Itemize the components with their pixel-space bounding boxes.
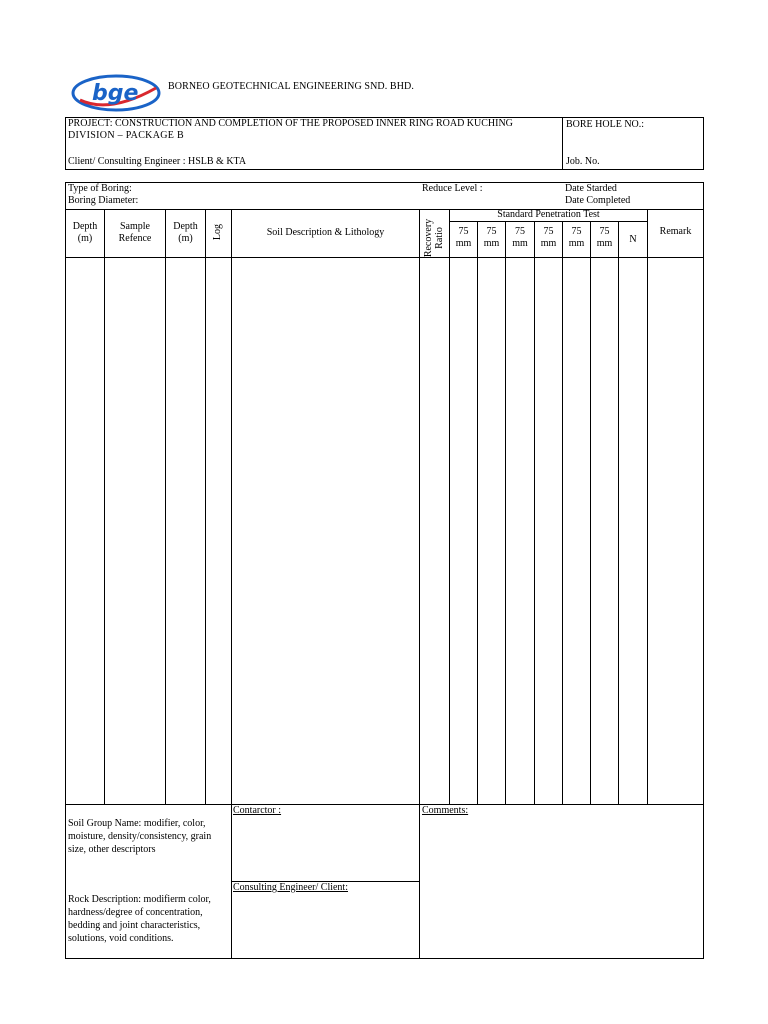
spt-col-header: 75 mm xyxy=(540,226,557,249)
spt-col-header: 75 mm xyxy=(512,226,528,249)
recovery-ratio-header: Recovery Ratio xyxy=(423,218,445,258)
contractor-label: Contarctor : xyxy=(233,805,282,816)
soil-group-description: Soil Group Name: modifier, color, moisture, density/consistency, grain size, other descriptors xyxy=(68,818,212,855)
log-header: Log xyxy=(212,223,223,241)
boring-diameter-label: Boring Diameter: xyxy=(68,195,139,206)
company-name: BORNEO GEOTECHNICAL ENGINEERING SND. BHD. xyxy=(168,81,414,92)
project-line1: PROJECT: CONSTRUCTION AND COMPLETION OF THE PROPOSED INNER RING ROAD KUCHING xyxy=(68,118,513,129)
depth1-header: Depth (m) xyxy=(72,221,98,244)
col-line xyxy=(449,209,450,804)
spt-col-header: 75 mm xyxy=(596,226,613,249)
col-line xyxy=(165,209,166,804)
col-line xyxy=(534,221,535,804)
col-line xyxy=(618,221,619,804)
col-line xyxy=(205,209,206,804)
date-completed-label: Date Completed xyxy=(565,195,631,206)
rock-description: Rock Description: modifierm color, hardness/degree of concentration, bedding and joint characteristics, solutions, void conditions. xyxy=(68,894,211,944)
job-no-label: Job. No. xyxy=(566,156,600,167)
reduce-level-label: Reduce Level : xyxy=(422,183,483,194)
soil-description-header: Soil Description & Lithology xyxy=(266,227,385,238)
client-label: Client/ Consulting Engineer : HSLB & KTA xyxy=(68,156,247,167)
project-line2: DIVISION – PACKAGE B xyxy=(68,130,184,141)
spt-header: Standard Penetration Test xyxy=(497,209,600,220)
n-header: N xyxy=(629,234,637,245)
col-line xyxy=(562,221,563,804)
type-of-boring-label: Type of Boring: xyxy=(68,183,132,194)
spt-col-header: 75 mm xyxy=(568,226,585,249)
remark-header: Remark xyxy=(659,226,692,237)
col-line xyxy=(590,221,591,804)
col-line xyxy=(419,209,420,959)
col-line xyxy=(647,209,648,804)
table-header-bottom-line xyxy=(65,257,704,258)
svg-text:bge: bge xyxy=(92,81,139,106)
sample-header: Sample Refence xyxy=(118,221,152,244)
date-started-label: Date Starded xyxy=(565,183,617,194)
depth2-header: Depth (m) xyxy=(173,221,198,244)
consulting-engineer-label: Consulting Engineer/ Client: xyxy=(233,882,348,893)
table-body-bottom-line xyxy=(65,804,704,805)
bore-hole-label: BORE HOLE NO.: xyxy=(566,119,645,130)
spt-col-header: 75 mm xyxy=(455,226,472,249)
col-line xyxy=(104,209,105,804)
spt-col-header: 75 mm xyxy=(483,226,500,249)
col-line xyxy=(231,209,232,959)
header-divider xyxy=(562,117,563,170)
col-line xyxy=(477,221,478,804)
comments-label: Comments: xyxy=(422,805,469,816)
company-logo xyxy=(70,70,166,114)
col-line xyxy=(505,221,506,804)
